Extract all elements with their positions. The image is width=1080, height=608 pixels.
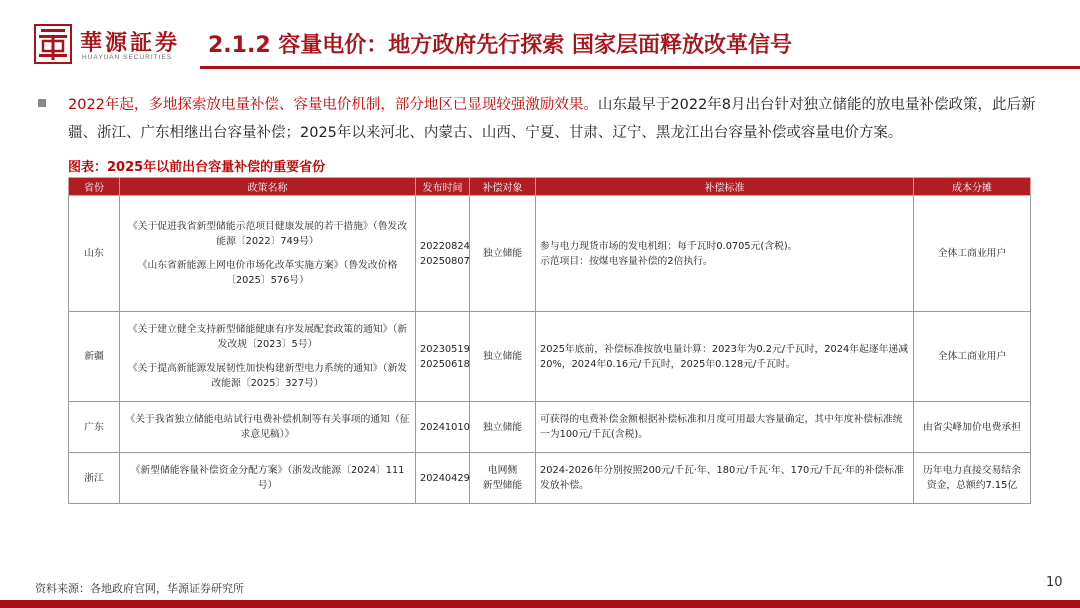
province-cell: 广东: [69, 402, 120, 453]
policy-name: 《新型储能容量补偿资金分配方案》（浙发改能源〔2024〕111号）: [130, 465, 405, 491]
policy-name: 《关于我省独立储能电站试行电费补偿机制等有关事项的通知（征求意见稿）》: [125, 414, 410, 440]
brand-name-cn: 華源証券: [80, 30, 181, 56]
date-cell: [416, 196, 470, 312]
column-header: 省份: [69, 178, 120, 196]
cost-cell: [914, 453, 1031, 504]
intro-paragraph: [68, 91, 1058, 147]
target-cell: 独立储能: [470, 402, 536, 453]
bullet-square-icon: [38, 99, 46, 107]
province-cell: 新疆: [69, 312, 120, 402]
table-header-row: [69, 178, 1031, 196]
cost-text: 资金，总额约7.15亿: [926, 480, 1018, 491]
cost-cell: 由省尖峰加价电费承担: [914, 402, 1031, 453]
date-value: 20250807: [420, 255, 470, 267]
date-cell: 20241010: [416, 402, 470, 453]
policy-cell: [120, 312, 416, 402]
table-row: [69, 402, 1031, 453]
standard-cell: 2024-2026年分别按照200元/千瓦·年、180元/千瓦·年、170元/千瓦·年的补偿标准发放补偿。: [536, 453, 914, 504]
table-row: [69, 312, 1031, 402]
target-cell: 独立储能: [470, 312, 536, 402]
column-header: 补偿对象: [470, 178, 536, 196]
footer-bar: [0, 600, 1080, 608]
source-note: 资料来源：各地政府官网，华源证券研究所: [35, 582, 244, 595]
policy-name: 《关于提高新能源发展韧性加快构建新型电力系统的通知》（新发改能源〔2025〕327号）: [127, 363, 408, 389]
date-value: 20250618: [420, 358, 470, 370]
cost-text: 历年电力直接交易结余: [923, 465, 1021, 476]
standard-cell: [536, 196, 914, 312]
cost-cell: 全体工商业用户: [914, 312, 1031, 402]
column-header: 成本分摊: [914, 178, 1031, 196]
target-text: 新型储能: [482, 480, 523, 491]
page-number: 10: [1046, 575, 1063, 590]
standard-text: 示范项目：按煤电容量补偿的2倍执行。: [540, 255, 713, 267]
policy-name: 《关于建立健全支持新型储能健康有序发展配套政策的通知》（新发改规〔2023〕5号）: [127, 324, 408, 350]
header-divider: [200, 66, 1080, 69]
policy-cell: [120, 453, 416, 504]
target-cell: 独立储能: [470, 196, 536, 312]
policy-table: [68, 177, 1031, 504]
standard-cell: 可获得的电费补偿金额根据补偿标准和月度可用最大容量确定，其中年度补偿标准统一为100元/千瓦(含税)。: [536, 402, 914, 453]
target-text: 电网侧: [487, 465, 518, 476]
table-row: [69, 453, 1031, 504]
date-value: 20220824: [420, 240, 470, 252]
policy-name: 《关于促进我省新型储能示范项目健康发展的若干措施》（鲁发改能源〔2022〕749号）: [127, 221, 408, 247]
brand-logo: [34, 24, 184, 70]
standard-cell: 2025年底前，补偿标准按放电量计算：2023年为0.2元/千瓦时，2024年起逐年递减20%，2024年0.16元/千瓦时，2025年0.128元/千瓦时。: [536, 312, 914, 402]
province-cell: 浙江: [69, 453, 120, 504]
date-cell: 20240429: [416, 453, 470, 504]
column-header: 政策名称: [120, 178, 416, 196]
column-header: 补偿标准: [536, 178, 914, 196]
brand-name-en: HUAYUAN SECURITIES: [82, 54, 173, 61]
province-cell: 山东: [69, 196, 120, 312]
policy-cell: [120, 402, 416, 453]
cost-cell: 全体工商业用户: [914, 196, 1031, 312]
intro-highlight: 2022年起，多地探索放电量补偿、容量电价机制，部分地区已显现较强激励效果。: [68, 97, 598, 113]
target-cell: [470, 453, 536, 504]
table-caption: 图表：2025年以前出台容量补偿的重要省份: [68, 160, 326, 175]
date-cell: [416, 312, 470, 402]
page-title: 2.1.2 容量电价：地方政府先行探索 国家层面释放改革信号: [208, 33, 792, 58]
standard-text: 参与电力现货市场的发电机组：每千瓦时0.0705元(含税)。: [540, 240, 798, 252]
date-value: 20230519: [420, 343, 470, 355]
huayuan-seal-icon: [34, 24, 72, 64]
policy-name: 《山东省新能源上网电价市场化改革实施方案》（鲁发改价格〔2025〕576号）: [137, 260, 398, 286]
policy-cell: [120, 196, 416, 312]
intro-body: 山东最早于2022年8月出台针对独立储能的放电量补偿政策，此后新疆、浙江、广东相继出台容量补偿；2025年以来河北、内蒙古、山西、宁夏、甘肃、辽宁、黑龙江出台容量补偿或容量电价方案。: [68, 97, 1036, 141]
table-row: [69, 196, 1031, 312]
column-header: 发布时间: [416, 178, 470, 196]
